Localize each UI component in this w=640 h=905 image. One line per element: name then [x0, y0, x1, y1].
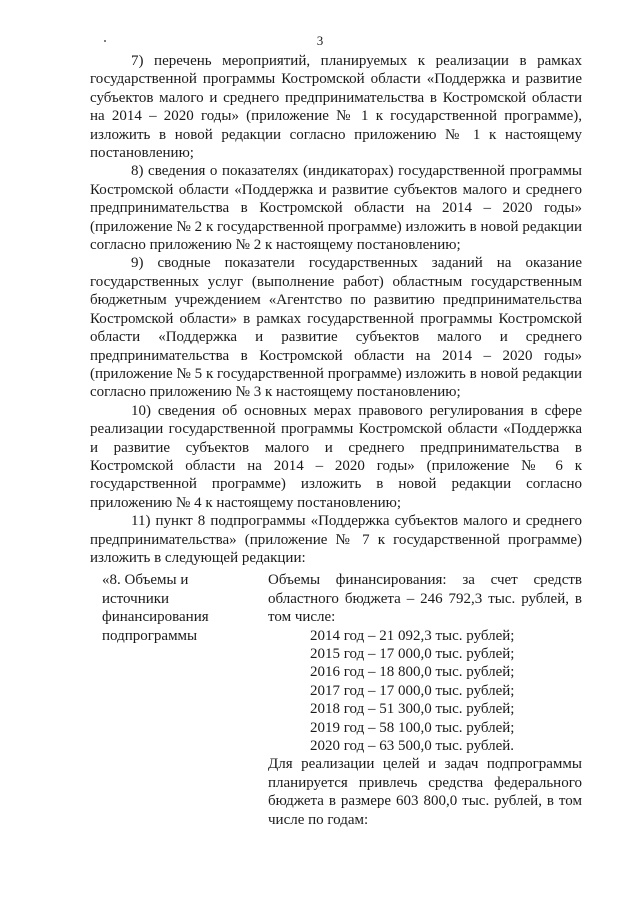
paragraph-item-9: 9) сводные показатели государственных заданий на оказание государственных услуг (выполнение работ) областным государственным бюджетным учреждением «Агентство по развитию предпринимательства Костромской области» в рамках государственной программы Костромской области «Поддержка и развитие субъектов малого и среднего предпринимательства в Костромской области на 2014 – 2020 годы» (приложение № 5 к государственной программе) изложить в новой редакции согласно приложению № 3 к настоящему постановлению;: [90, 255, 582, 401]
label-line: источники: [102, 590, 170, 607]
financing-table-label: [90, 571, 268, 829]
year-amount: 2018 год – 51 300,0 тыс. рублей;: [310, 701, 515, 718]
year-amount: 2015 год – 17 000,0 тыс. рублей;: [310, 646, 515, 662]
federal-funding-text: Для реализации целей и задач подпрограммы планируется привлечь средства федерального бюджета в размере 603 800,0 тыс. рублей, в том числе по годам:: [268, 756, 582, 828]
year-amount: 2017 год – 17 000,0 тыс. рублей;: [310, 682, 515, 699]
scan-speck: [104, 40, 106, 42]
paragraph-item-8: 8) сведения о показателях (индикаторах) государственной программы Костромской области «Поддержка и развитие субъектов малого и среднего предпринимательства в Костромской области на 2014 – 2020 годы» (приложение № 2 к государственной программе) изложить в новой редакции согласно приложению № 2 к настоящему постановлению;: [90, 163, 582, 254]
paragraph-item-10: 10) сведения об основных мерах правового регулирования в сфере реализации государственной программы Костромской области «Поддержка и развитие субъектов малого и среднего предпринимательства в Костромской области на 2014 – 2020 годы» (приложение № 6 к государственной программе) изложить в новой редакции согласно приложению № 4 к настоящему постановлению;: [90, 402, 582, 511]
year-amount: 2014 год – 21 092,3 тыс. рублей;: [310, 627, 515, 644]
label-line: «8. Объемы и: [102, 572, 189, 589]
yearly-amounts-list: [268, 627, 582, 756]
paragraph-item-7: 7) перечень мероприятий, планируемых к реализации в рамках государственной программы Костромской области «Поддержка и развитие субъектов малого и среднего предпринимательства в Костромской области на 2014 – 2020 годы» (приложение № 1 к государственной программе), изложить в новой редакции согласно приложению № 1 к настоящему постановлению;: [90, 53, 582, 162]
label-line: финансирования: [102, 609, 209, 626]
document-body: [90, 52, 582, 829]
paragraph-item-11: 11) пункт 8 подпрограммы «Поддержка субъектов малого и среднего предпринимательства» (приложение № 7 к государственной программе) изложить в следующей редакции:: [90, 513, 582, 566]
financing-table-content: [268, 571, 582, 829]
year-amount: 2019 год – 58 100,0 тыс. рублей;: [310, 719, 515, 736]
year-amount: 2020 год – 63 500,0 тыс. рублей.: [310, 738, 515, 755]
label-line: подпрограммы: [102, 627, 198, 644]
page-number: 3: [316, 33, 324, 48]
financing-table: [90, 571, 582, 829]
year-amount: 2016 год – 18 800,0 тыс. рублей;: [310, 664, 515, 681]
financing-intro: Объемы финансирования: за счет средств областного бюджета – 246 792,3 тыс. рублей, в том числе:: [268, 572, 582, 626]
